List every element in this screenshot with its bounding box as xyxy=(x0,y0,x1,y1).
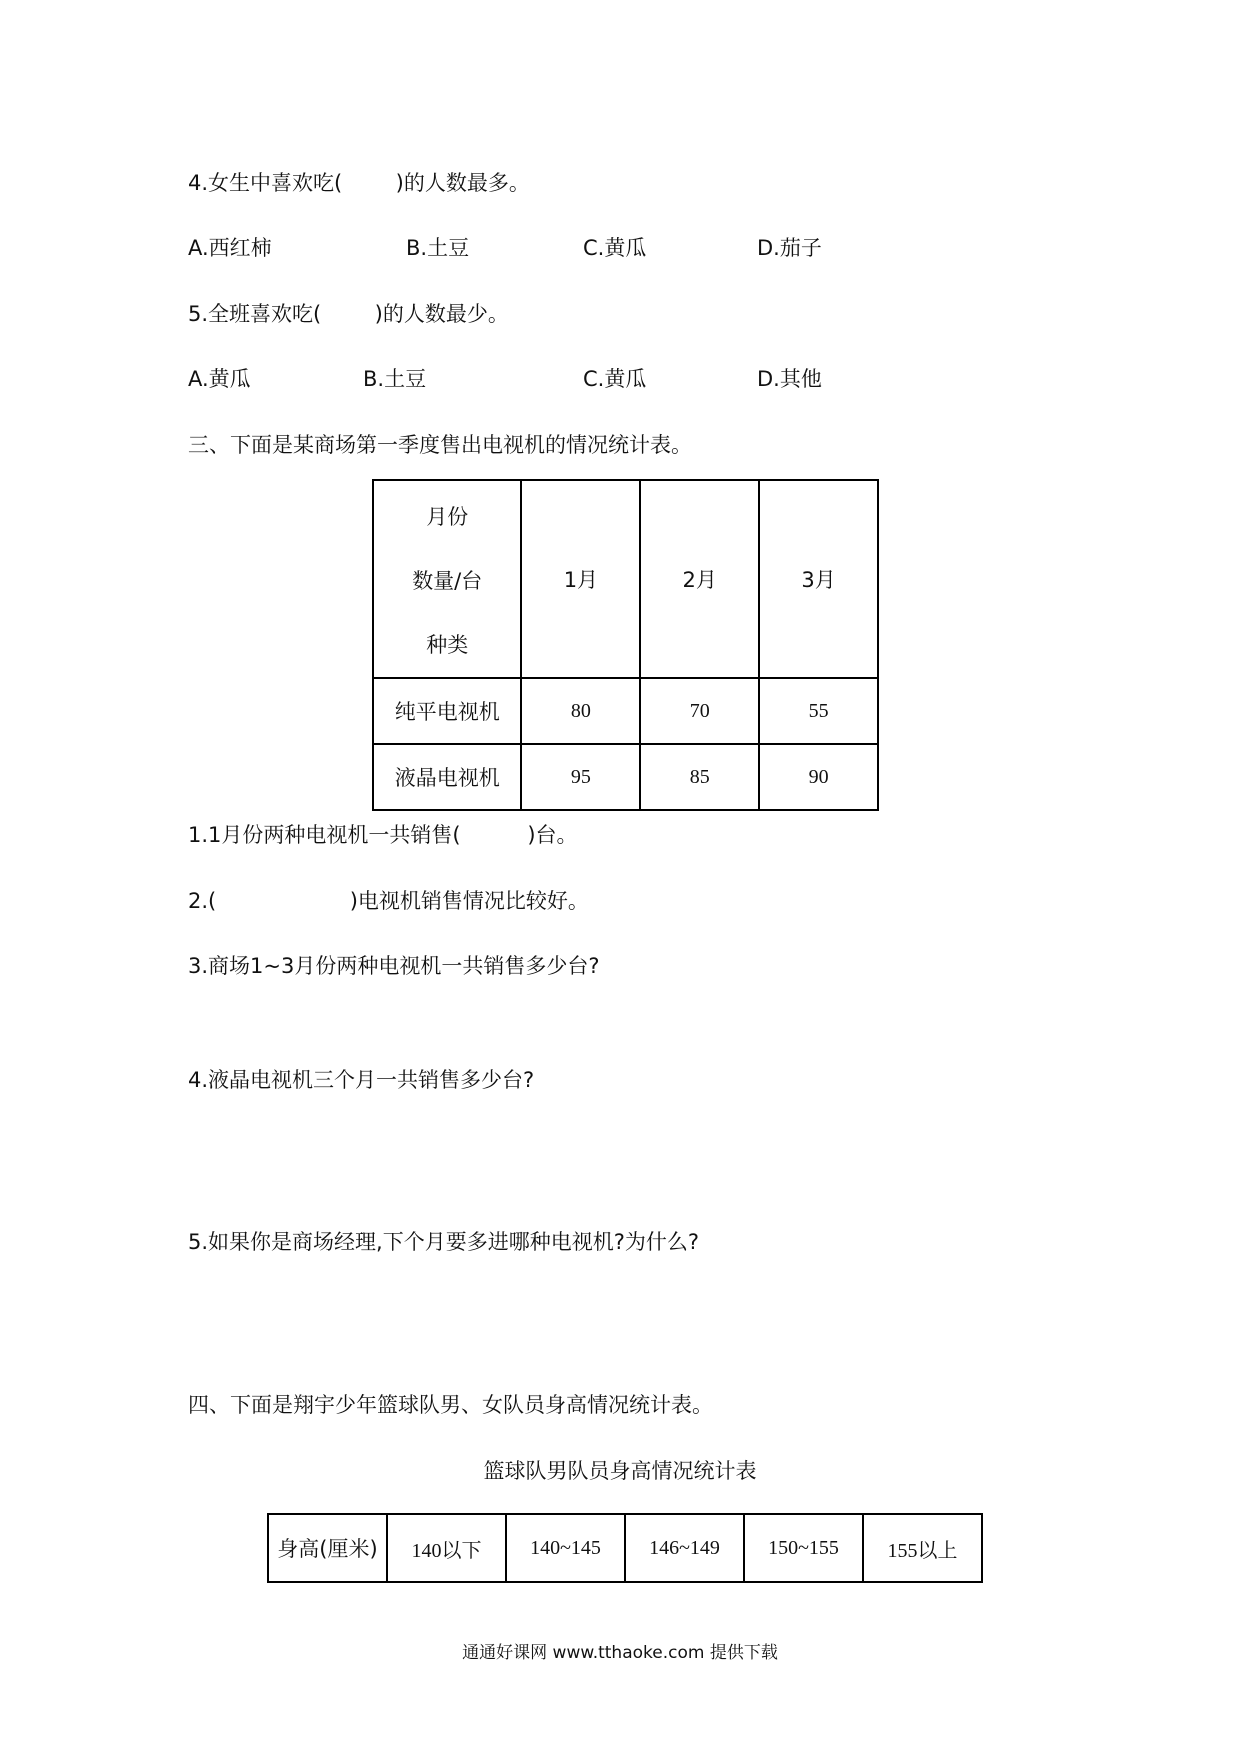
header-diagonal-cell xyxy=(373,480,521,678)
section-3-question-5: 5.如果你是商场经理,下个月要多进哪种电视机?为什么? xyxy=(188,1230,700,1254)
section-3-question-2: 2.( )电视机销售情况比较好。 xyxy=(188,889,589,913)
tv-sales-table xyxy=(372,479,879,811)
footer-source: 通通好课网 www.tthaoke.com 提供下载 xyxy=(462,1643,778,1663)
height-table xyxy=(267,1513,983,1583)
section-3-title: 三、下面是某商场第一季度售出电视机的情况统计表。 xyxy=(188,433,692,457)
section-4-title: 四、下面是翔宇少年篮球队男、女队员身高情况统计表。 xyxy=(188,1393,713,1417)
question-5-option-b: B.土豆 xyxy=(363,367,427,391)
section-3-question-3: 3.商场1~3月份两种电视机一共销售多少台? xyxy=(188,954,600,978)
table-row xyxy=(373,744,878,810)
question-4-option-b: B.土豆 xyxy=(406,236,470,260)
question-4-option-d: D.茄子 xyxy=(757,236,822,260)
height-range-cell: 140以下 xyxy=(387,1514,506,1582)
height-header-label: 身高(厘米) xyxy=(268,1514,387,1582)
table-header-row xyxy=(373,480,878,678)
month-header-2: 2月 xyxy=(640,480,759,678)
question-4-option-a: A.西红柿 xyxy=(188,236,272,260)
row-label-lcd-tv: 液晶电视机 xyxy=(373,744,521,810)
height-range-cell: 146~149 xyxy=(625,1514,744,1582)
section-3-question-4: 4.液晶电视机三个月一共销售多少台? xyxy=(188,1068,535,1092)
table-row xyxy=(373,678,878,744)
table-cell: 70 xyxy=(640,678,759,744)
row-label-crt-tv: 纯平电视机 xyxy=(373,678,521,744)
height-table-caption: 篮球队男队员身高情况统计表 xyxy=(483,1459,757,1483)
question-5-option-a: A.黄瓜 xyxy=(188,367,251,391)
table-cell: 90 xyxy=(759,744,878,810)
question-4-option-c: C.黄瓜 xyxy=(583,236,647,260)
height-range-cell: 150~155 xyxy=(744,1514,863,1582)
table-cell: 85 xyxy=(640,744,759,810)
month-header-1: 1月 xyxy=(521,480,640,678)
question-5-stem: 5.全班喜欢吃( )的人数最少。 xyxy=(188,302,509,326)
question-4-stem: 4.女生中喜欢吃( )的人数最多。 xyxy=(188,171,530,195)
question-5-option-d: D.其他 xyxy=(757,367,822,391)
header-month-label: 月份 xyxy=(426,505,469,529)
table-cell: 95 xyxy=(521,744,640,810)
height-range-cell: 155以上 xyxy=(863,1514,982,1582)
table-cell: 55 xyxy=(759,678,878,744)
question-5-option-c: C.黄瓜 xyxy=(583,367,647,391)
table-row xyxy=(268,1514,982,1582)
table-cell: 80 xyxy=(521,678,640,744)
header-type-label: 种类 xyxy=(426,633,469,657)
section-3-question-1: 1.1月份两种电视机一共销售( )台。 xyxy=(188,823,578,847)
month-header-3: 3月 xyxy=(759,480,878,678)
header-quantity-label: 数量/台 xyxy=(412,569,483,593)
height-range-cell: 140~145 xyxy=(506,1514,625,1582)
